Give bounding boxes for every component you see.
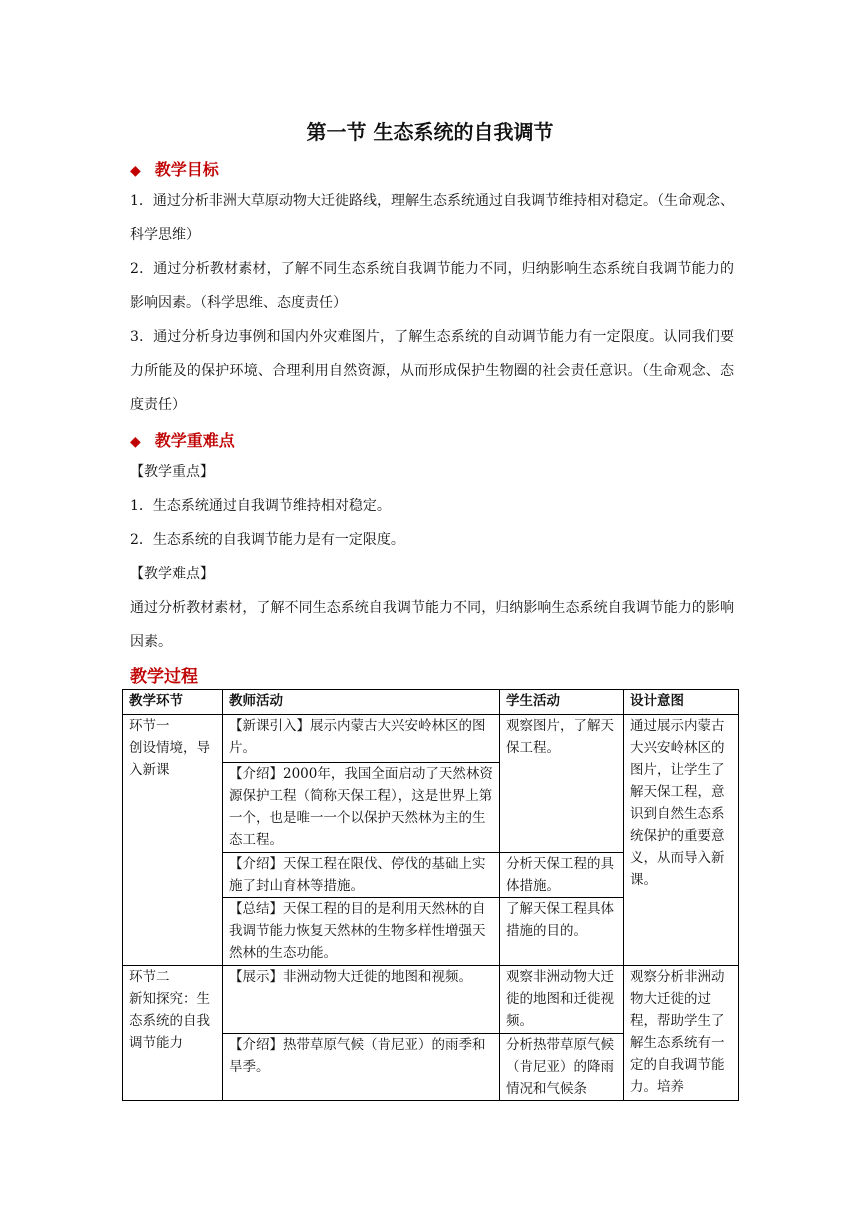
focus-item-2: 2．生态系统的自我调节能力是有一定限度。: [130, 532, 405, 548]
table-row: [123, 966, 739, 1034]
key-points-heading: ◆ 教学重难点: [130, 431, 235, 450]
focus-label: 【教学重点】: [130, 464, 214, 480]
header-intent: 设计意图: [624, 690, 739, 715]
diamond-bullet-icon: ◆: [130, 163, 141, 179]
focus-item-1: 1．生态系统通过自我调节维持相对稳定。: [130, 498, 391, 514]
header-student: 学生活动: [500, 690, 624, 715]
goal-item-2: 2．通过分析教材素材，了解不同生态系统自我调节能力不同，归纳影响生态系统自我调节能力的影响因素。（科学思维、态度责任）: [130, 261, 734, 311]
difficulty-label: 【教学难点】: [130, 566, 214, 582]
header-stage: 教学环节: [123, 690, 223, 715]
stage2-student-1: 观察非洲动物大迁徙的地图和迁徙视频。: [500, 966, 624, 1034]
stage1-teacher-2: 【介绍】2000年，我国全面启动了天然林资源保护工程（简称天保工程），这是世界上第一个，也是唯一一个以保护天然林为主的生态工程。: [223, 762, 500, 852]
page-title: 第一节 生态系统的自我调节: [306, 120, 554, 144]
process-heading: 教学过程: [130, 667, 198, 687]
table-row: [123, 715, 739, 763]
goals-heading: ◆ 教学目标: [130, 160, 219, 179]
process-table: [122, 689, 739, 1101]
table-header-row: [123, 690, 739, 715]
stage2-teacher-1: 【展示】非洲动物大迁徙的地图和视频。: [223, 966, 500, 1034]
goal-item-3: 3．通过分析身边事例和国内外灾难图片，了解生态系统的自动调节能力有一定限度。认同我们要力所能及的保护环境、合理利用自然资源，从而形成保护生物圈的社会责任意识。（生命观念、态度责任）: [130, 329, 734, 413]
stage1-student-1: 观察图片，了解天保工程。: [500, 715, 624, 853]
difficulty-text: 通过分析教材素材，了解不同生态系统自我调节能力不同，归纳影响生态系统自我调节能力的影响因素。: [130, 600, 734, 650]
stage2-teacher-2: 【介绍】热带草原气候（肯尼亚）的雨季和旱季。: [223, 1033, 500, 1101]
stage1-teacher-4: 【总结】天保工程的目的是利用天然林的自我调节能力恢复天然林的生物多样性增强天然林的生态功能。: [223, 898, 500, 966]
stage1-intent: 通过展示内蒙古大兴安岭林区的图片，让学生了解天保工程，意识到自然生态系统保护的重要意义，从而导入新课。: [624, 715, 739, 966]
stage2-student-2: 分析热带草原气候（肯尼亚）的降雨情况和气候条: [500, 1033, 624, 1101]
stage1-teacher-3: 【介绍】天保工程在限伐、停伐的基础上实施了封山育林等措施。: [223, 852, 500, 898]
stage1-teacher-1: 【新课引入】展示内蒙古大兴安岭林区的图片。: [223, 715, 500, 763]
stage1-name: 环节一 创设情境，导入新课: [123, 715, 223, 966]
stage2-intent: 观察分析非洲动物大迁徙的过程，帮助学生了解生态系统有一定的自我调节能力。培养: [624, 966, 739, 1101]
header-teacher: 教师活动: [223, 690, 500, 715]
goal-item-1: 1．通过分析非洲大草原动物大迁徙路线，理解生态系统通过自我调节维持相对稳定。（生命观念、科学思维）: [130, 193, 734, 243]
diamond-bullet-icon: ◆: [130, 434, 141, 450]
stage1-student-3: 了解天保工程具体措施的目的。: [500, 898, 624, 966]
stage2-name: 环节二 新知探究：生态系统的自我调节能力: [123, 966, 223, 1101]
stage1-student-2: 分析天保工程的具体措施。: [500, 852, 624, 898]
